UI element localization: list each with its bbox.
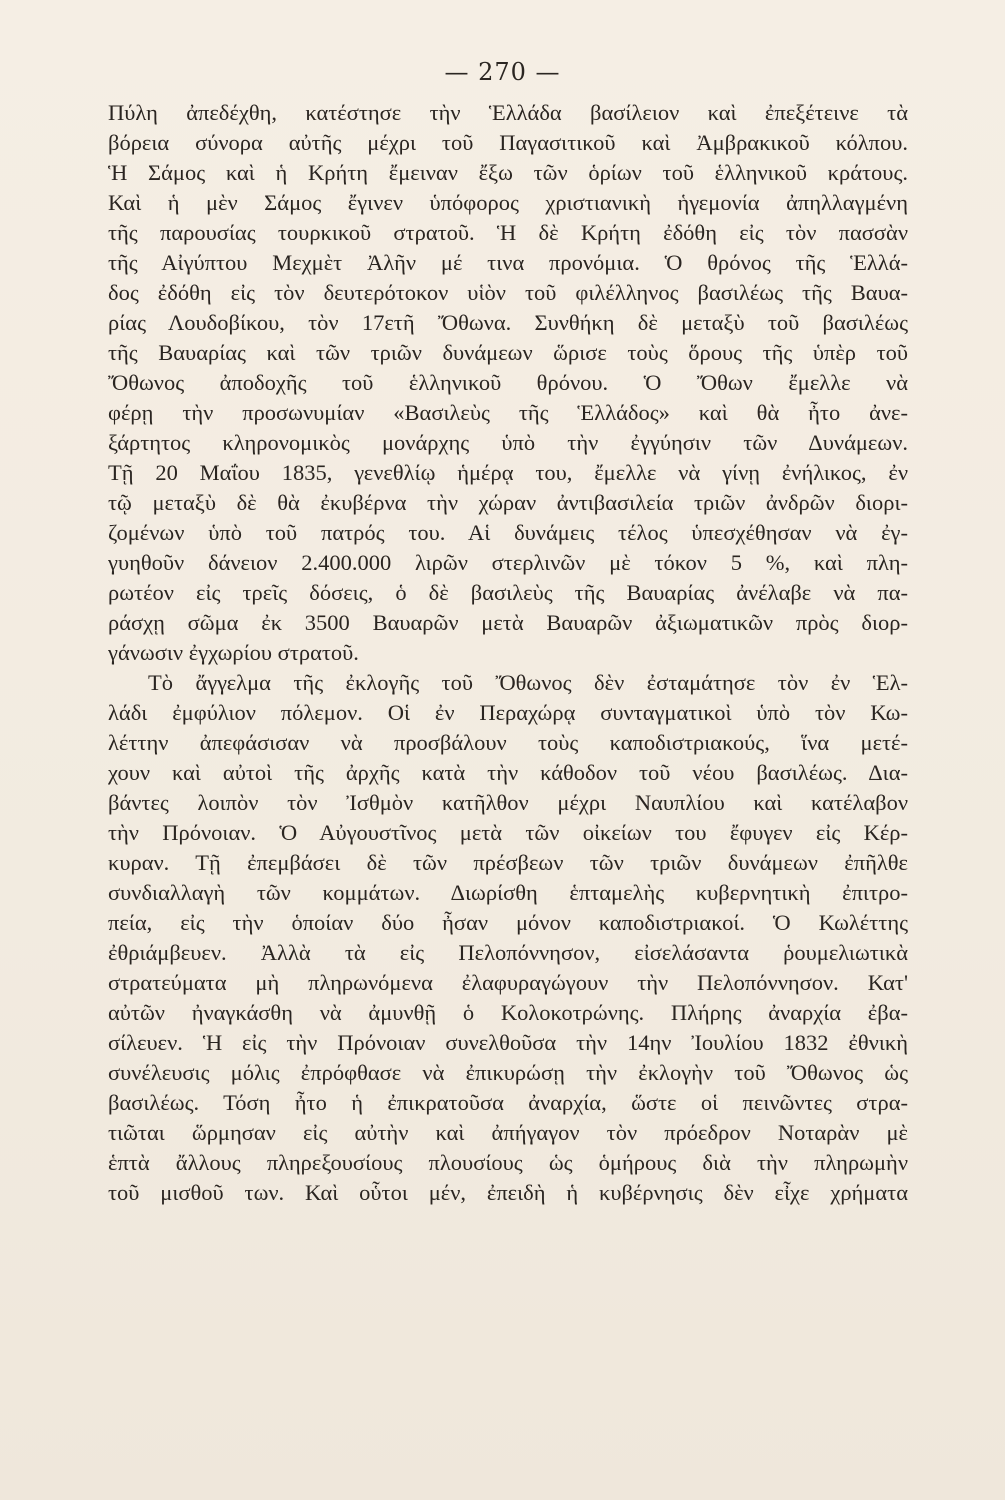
text-line: συνδιαλλαγὴ τῶν κομμάτων. Διωρίσθη ἑπταμελὴς κυβερνητικὴ ἐπιτρο- [108, 880, 908, 905]
text-line: τῆς Βαυαρίας καὶ τῶν τριῶν δυνάμεων ὥρισε τοὺς ὅρους τῆς ὑπὲρ τοῦ [108, 340, 908, 365]
text-line: Τῇ 20 Μαΐου 1835, γενεθλίῳ ἡμέρᾳ του, ἔμελλε νὰ γίνῃ ἐνήλικος, ἐν [108, 460, 908, 485]
text-line: ζομένων ὑπὸ τοῦ πατρός του. Αἱ δυνάμεις τέλος ὑπεσχέθησαν νὰ ἐγ- [108, 520, 908, 545]
text-line: Πύλη ἀπεδέχθη, κατέστησε τὴν Ἑλλάδα βασίλειον καὶ ἐπεξέτεινε τὰ [108, 100, 908, 125]
body-text [108, 98, 908, 1208]
text-line: σίλευεν. Ἡ εἰς τὴν Πρόνοιαν συνελθοῦσα τὴν 14ην Ἰουλίου 1832 ἐθνικὴ [108, 1030, 908, 1055]
text-line: πεία, εἰς τὴν ὁποίαν δύο ἦσαν μόνον καποδιστριακοί. Ὁ Κωλέττης [108, 910, 908, 935]
text-line: βασιλέως. Τόση ἦτο ἡ ἐπικρατοῦσα ἀναρχία, ὥστε οἱ πεινῶντες στρα- [108, 1090, 908, 1115]
text-line: Καὶ ἡ μὲν Σάμος ἔγινεν ὑπόφορος χριστιανικὴ ἡγεμονία ἀπηλλαγμένη [108, 190, 908, 215]
paragraph-1 [108, 98, 908, 668]
text-line: τῷ μεταξὺ δὲ θὰ ἐκυβέρνα τὴν χώραν ἀντιβασιλεία τριῶν ἀνδρῶν διορι- [108, 490, 908, 515]
text-line: Ἡ Σάμος καὶ ἡ Κρήτη ἔμειναν ἔξω τῶν ὁρίων τοῦ ἑλληνικοῦ κράτους. [108, 160, 908, 185]
text-line: συνέλευσις μόλις ἐπρόφθασε νὰ ἐπικυρώσῃ τὴν ἐκλογὴν τοῦ Ὄθωνος ὡς [108, 1060, 908, 1085]
text-line: τιῶται ὥρμησαν εἰς αὐτὴν καὶ ἀπήγαγον τὸν πρόεδρον Νοταρὰν μὲ [108, 1120, 908, 1145]
text-line: βόρεια σύνορα αὐτῆς μέχρι τοῦ Παγασιτικοῦ καὶ Ἀμβρακικοῦ κόλπου. [108, 130, 908, 155]
text-line: γάνωσιν ἐγχωρίου στρατοῦ. [108, 640, 359, 665]
text-line: δος ἐδόθη εἰς τὸν δευτερότοκον υἱὸν τοῦ φιλέλληνος βασιλέως τῆς Βαυα- [108, 280, 908, 305]
text-line: χουν καὶ αὐτοὶ τῆς ἀρχῆς κατὰ τὴν κάθοδον τοῦ νέου βασιλέως. Δια- [108, 760, 908, 785]
text-line: Τὸ ἄγγελμα τῆς ἐκλογῆς τοῦ Ὄθωνος δὲν ἐσταμάτησε τὸν ἐν Ἑλ- [148, 670, 908, 695]
text-line: ξάρτητος κληρονομικὸς μονάρχης ὑπὸ τὴν ἐγγύησιν τῶν Δυνάμεων. [108, 430, 908, 455]
text-line: τῆς παρουσίας τουρκικοῦ στρατοῦ. Ἡ δὲ Κρήτη ἐδόθη εἰς τὸν πασσὰν [108, 220, 908, 245]
text-line: λάδι ἐμφύλιον πόλεμον. Οἱ ἐν Περαχώρᾳ συνταγματικοὶ ὑπὸ τὸν Κω- [108, 700, 908, 725]
text-line: λέττην ἀπεφάσισαν νὰ προσβάλουν τοὺς καποδιστριακούς, ἵνα μετέ- [108, 730, 908, 755]
text-line: ρίας Λουδοβίκου, τὸν 17ετῆ Ὄθωνα. Συνθήκη δὲ μεταξὺ τοῦ βασιλέως [108, 310, 908, 335]
text-line: τὴν Πρόνοιαν. Ὁ Αὐγουστῖνος μετὰ τῶν οἰκείων του ἔφυγεν εἰς Κέρ- [108, 820, 908, 845]
text-line: τῆς Αἰγύπτου Μεχμὲτ Ἀλῆν μέ τινα προνόμια. Ὁ θρόνος τῆς Ἑλλά- [108, 250, 908, 275]
text-line: στρατεύματα μὴ πληρωνόμενα ἐλαφυραγώγουν τὴν Πελοπόννησον. Κατ' [108, 970, 908, 995]
text-line: κυραν. Τῇ ἐπεμβάσει δὲ τῶν πρέσβεων τῶν τριῶν δυνάμεων ἐπῆλθε [108, 850, 908, 875]
text-line: ράσχῃ σῶμα ἐκ 3500 Βαυαρῶν μετὰ Βαυαρῶν ἀξιωματικῶν πρὸς διορ- [108, 610, 908, 635]
text-line: τοῦ μισθοῦ των. Καὶ οὗτοι μέν, ἐπειδὴ ἡ κυβέρνησις δὲν εἶχε χρήματα [108, 1180, 908, 1205]
text-line: γυηθοῦν δάνειον 2.400.000 λιρῶν στερλινῶν μὲ τόκον 5 %, καὶ πλη- [108, 550, 908, 575]
paragraph-2 [108, 668, 908, 1208]
text-line: βάντες λοιπὸν τὸν Ἰσθμὸν κατῆλθον μέχρι Ναυπλίου καὶ κατέλαβον [108, 790, 908, 815]
text-line: ἑπτὰ ἄλλους πληρεξουσίους πλουσίους ὡς ὁμήρους διὰ τὴν πληρωμὴν [108, 1150, 908, 1175]
text-line: ρωτέον εἰς τρεῖς δόσεις, ὁ δὲ βασιλεὺς τῆς Βαυαρίας ἀνέλαβε νὰ πα- [108, 580, 908, 605]
page-number: — 270 — [444, 58, 561, 86]
text-line: ἐθριάμβευεν. Ἀλλὰ τὰ εἰς Πελοπόννησον, εἰσελάσαντα ῥουμελιωτικὰ [108, 940, 908, 965]
text-line: φέρῃ τὴν προσωνυμίαν «Βασιλεὺς τῆς Ἑλλάδος» καὶ θὰ ἦτο ἀνε- [108, 400, 908, 425]
text-line: Ὄθωνος ἀποδοχῆς τοῦ ἑλληνικοῦ θρόνου. Ὁ Ὄθων ἔμελλε νὰ [108, 370, 908, 395]
text-line: αὐτῶν ἠναγκάσθη νὰ ἀμυνθῇ ὁ Κολοκοτρώνης. Πλήρης ἀναρχία ἐβα- [108, 1000, 908, 1025]
